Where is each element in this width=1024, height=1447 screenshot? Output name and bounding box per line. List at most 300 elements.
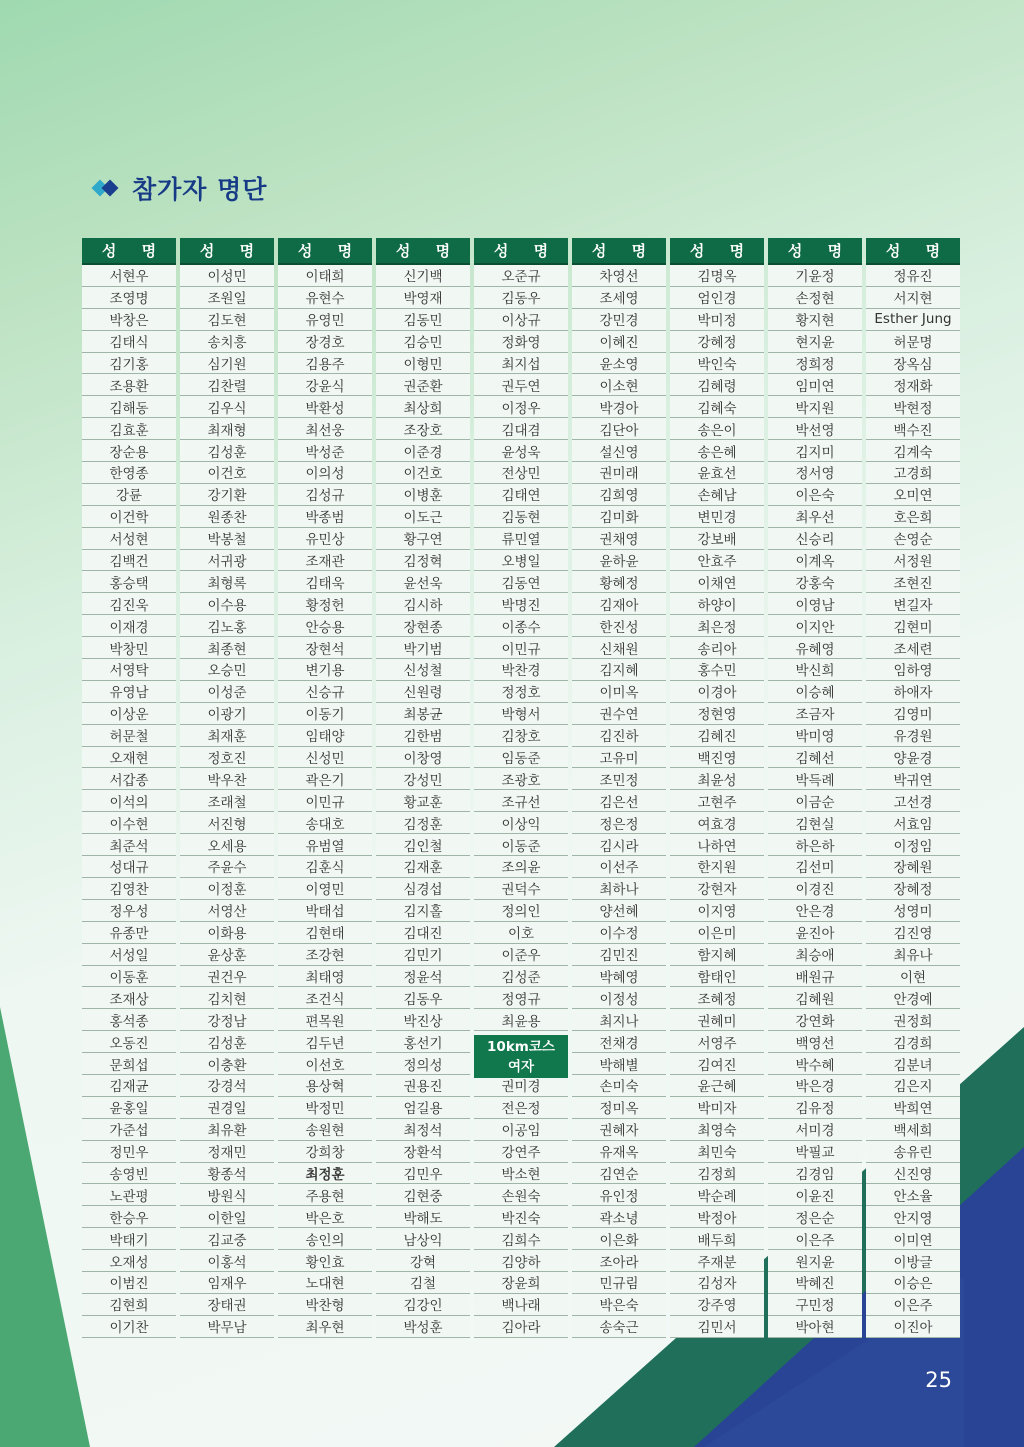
participant-name-cell: 조혜정 [670,987,764,1009]
participant-name-cell: 안승용 [278,615,372,637]
participant-name-cell: 최형록 [180,571,274,593]
participant-name-cell: 장윤희 [474,1272,568,1294]
participant-name-cell: 심경섭 [376,878,470,900]
participant-name-cell: 황인효 [278,1250,372,1272]
participant-name-cell: 조세련 [866,637,960,659]
participant-name-cell: 김민진 [572,944,666,966]
roster-column [82,238,176,1338]
participant-name-cell: 백세희 [866,1119,960,1141]
participant-name-cell: 장혜원 [866,856,960,878]
participant-name-cell: 성영미 [866,900,960,922]
participant-name-cell: 백진영 [670,747,764,769]
participant-name-cell: 홍선기 [376,1031,470,1053]
participant-name-cell: 원종찬 [180,506,274,528]
participant-name-cell: 곽은기 [278,768,372,790]
participant-name-cell: 오준규 [474,265,568,287]
participant-name-cell: 고경희 [866,462,960,484]
participant-name-cell: 유영민 [278,309,372,331]
participant-name-cell: 박미자 [670,1097,764,1119]
participant-roster-table [82,238,960,1338]
participant-name-cell: 한지원 [670,856,764,878]
participant-name-cell: 류민열 [474,528,568,550]
participant-name-cell: 김동민 [376,309,470,331]
participant-name-cell: 송치흥 [180,331,274,353]
participant-name-cell: 이태희 [278,265,372,287]
participant-name-cell: 이석의 [82,790,176,812]
participant-name-cell: 권미경 [474,1075,568,1097]
participant-name-cell: 박창민 [82,637,176,659]
participant-name-cell: 신채원 [572,637,666,659]
participant-name-cell: 권미래 [572,462,666,484]
participant-name-cell: 오세용 [180,834,274,856]
participant-name-cell: 박아현 [768,1316,862,1338]
participant-name-cell: 박태기 [82,1228,176,1250]
participant-name-cell: 김단아 [572,418,666,440]
participant-name-cell: 박형서 [474,703,568,725]
participant-name-cell: 박은경 [768,1075,862,1097]
participant-name-cell: 이동훈 [82,966,176,988]
participant-name-cell: 김백건 [82,550,176,572]
participant-name-cell: 김혜령 [670,374,764,396]
participant-name-cell: 송인의 [278,1228,372,1250]
participant-name-cell: 주윤수 [180,856,274,878]
participant-name-cell: 이한일 [180,1206,274,1228]
participant-name-cell: 김현태 [278,922,372,944]
participant-name-cell: 하양이 [670,593,764,615]
participant-name-cell: 남상익 [376,1228,470,1250]
participant-name-cell: 조재상 [82,987,176,1009]
participant-name-cell: 정의인 [474,900,568,922]
participant-name-cell: 윤근혜 [670,1075,764,1097]
participant-name-cell: 김유정 [768,1097,862,1119]
participant-name-cell: 이형민 [376,353,470,375]
participant-name-cell: 이소현 [572,374,666,396]
participant-name-cell: 이정우 [474,396,568,418]
participant-name-cell: 이상운 [82,703,176,725]
participant-name-cell: 조재관 [278,550,372,572]
participant-name-cell: 김성훈 [180,1031,274,1053]
participant-name-cell: 신원령 [376,681,470,703]
participant-name-cell: 주용현 [278,1184,372,1206]
participant-name-cell: 유혜영 [768,637,862,659]
participant-name-cell: 안효주 [670,550,764,572]
participant-name-cell: 이수현 [82,812,176,834]
participant-name-cell: 김동우 [376,987,470,1009]
participant-name-cell: 장순용 [82,440,176,462]
participant-name-cell: 송숙근 [572,1316,666,1338]
participant-name-cell: 김훈식 [278,856,372,878]
participant-name-cell: 박무남 [180,1316,274,1338]
participant-name-cell: 박미영 [768,725,862,747]
participant-name-cell: 박은호 [278,1206,372,1228]
participant-name-cell: 박성훈 [376,1316,470,1338]
participant-name-cell: 이병훈 [376,484,470,506]
participant-name-cell: 최우선 [768,506,862,528]
participant-name-cell: 구민정 [768,1294,862,1316]
participant-name-cell: 황정헌 [278,593,372,615]
participant-name-cell: 용상혁 [278,1075,372,1097]
participant-name-cell: 조금자 [768,703,862,725]
participant-name-cell: 박찬경 [474,659,568,681]
participant-name-cell: 임동준 [474,747,568,769]
participant-name-cell: 현지윤 [768,331,862,353]
participant-name-cell: 권채영 [572,528,666,550]
participant-name-cell: 서갑종 [82,768,176,790]
participant-name-cell: 이화용 [180,922,274,944]
participant-name-cell: 박우찬 [180,768,274,790]
participant-name-cell: 박창은 [82,309,176,331]
participant-name-cell: 박정민 [278,1097,372,1119]
participant-name-cell: 송은이 [670,418,764,440]
participant-name-cell: 이미연 [866,1228,960,1250]
participant-name-cell: 이민규 [278,790,372,812]
participant-name-cell: 신진영 [866,1163,960,1185]
participant-name-cell: 김명옥 [670,265,764,287]
participant-name-cell: 김창호 [474,725,568,747]
participant-name-cell: 황종석 [180,1163,274,1185]
participant-name-cell: 이진아 [866,1316,960,1338]
participant-name-cell: 김계숙 [866,440,960,462]
participant-name-cell: 박성준 [278,440,372,462]
participant-name-cell: 고선경 [866,790,960,812]
participant-name-cell: 김선미 [768,856,862,878]
participant-name-cell: 최재훈 [180,725,274,747]
participant-name-cell: 김민우 [376,1163,470,1185]
participant-name-cell: 황구연 [376,528,470,550]
participant-name-cell: 신성철 [376,659,470,681]
participant-name-cell: 홍승택 [82,571,176,593]
participant-name-cell: 박태섭 [278,900,372,922]
participant-name-cell: 유인정 [572,1184,666,1206]
participant-name-cell: 권수연 [572,703,666,725]
participant-name-cell: 김미화 [572,506,666,528]
participant-name-cell: 정우성 [82,900,176,922]
participant-name-cell: 성대규 [82,856,176,878]
course-gender-label: 여자 [507,1058,535,1075]
participant-name-cell: 김현실 [768,812,862,834]
participant-name-cell: 전채경 [572,1031,666,1053]
participant-name-cell: 백수진 [866,418,960,440]
participant-name-cell: 김재균 [82,1075,176,1097]
participant-name-cell: 신성민 [278,747,372,769]
participant-name-cell: 심기원 [180,353,274,375]
participant-name-cell: 권용진 [376,1075,470,1097]
participant-name-cell: 김진하 [572,725,666,747]
participant-name-cell: 김양하 [474,1250,568,1272]
participant-name-cell: 정서영 [768,462,862,484]
participant-name-cell: 백나래 [474,1294,568,1316]
participant-name-cell: 조민정 [572,768,666,790]
participant-name-cell: 강현자 [670,878,764,900]
participant-name-cell: 최상희 [376,396,470,418]
participant-name-cell: 유범열 [278,834,372,856]
participant-name-cell: 박은숙 [572,1294,666,1316]
participant-name-cell: 정재화 [866,374,960,396]
participant-name-cell: 박정아 [670,1206,764,1228]
participant-name-cell: 강혜정 [670,331,764,353]
column-header: 성 명 [180,238,274,265]
participant-name-cell: 이미옥 [572,681,666,703]
participant-name-cell: 정은순 [768,1206,862,1228]
participant-name-cell: 주재분 [670,1250,764,1272]
participant-name-cell: 오승민 [180,659,274,681]
participant-name-cell: 이경진 [768,878,862,900]
participant-name-cell: 강경석 [180,1075,274,1097]
participant-name-cell: 김성준 [474,966,568,988]
participant-name-cell: 이동기 [278,703,372,725]
participant-name-cell: 김대겸 [474,418,568,440]
participant-name-cell: 김영미 [866,703,960,725]
participant-name-cell: 박진상 [376,1009,470,1031]
participant-name-cell: 이범진 [82,1272,176,1294]
participant-name-cell: 윤소영 [572,353,666,375]
participant-name-cell: 유현수 [278,287,372,309]
participant-name-cell: 정미옥 [572,1097,666,1119]
participant-name-cell: 김태연 [474,484,568,506]
participant-name-cell: 장환석 [376,1141,470,1163]
participant-name-cell: 임미연 [768,374,862,396]
participant-name-cell: 김태식 [82,331,176,353]
participant-name-cell: 이수용 [180,593,274,615]
participant-name-cell: 박해별 [572,1053,666,1075]
participant-name-cell: 함지혜 [670,944,764,966]
participant-name-cell: 조의윤 [474,856,568,878]
participant-name-cell: 엄인경 [670,287,764,309]
participant-name-cell: 강연화 [768,1009,862,1031]
participant-name-cell: 김인철 [376,834,470,856]
participant-name-cell: 이창영 [376,747,470,769]
participant-name-cell: 임재우 [180,1272,274,1294]
participant-name-cell: 이혜진 [572,331,666,353]
participant-name-cell: 유재옥 [572,1141,666,1163]
participant-name-cell: 김지혜 [572,659,666,681]
participant-name-cell: 이기찬 [82,1316,176,1338]
participant-name-cell: 황혜정 [572,571,666,593]
participant-name-cell: 김기홍 [82,353,176,375]
participant-name-cell: 최유환 [180,1119,274,1141]
participant-name-cell: 강주영 [670,1294,764,1316]
participant-name-cell: 김혜선 [768,747,862,769]
participant-name-cell: 엄길용 [376,1097,470,1119]
course-divider-label [474,1035,568,1078]
page-title: 참가자 명단 [132,175,268,204]
participant-name-cell: 박혜진 [768,1272,862,1294]
participant-name-cell: 김지홀 [376,900,470,922]
participant-name-cell: 이정훈 [180,878,274,900]
participant-name-cell: 배원규 [768,966,862,988]
participant-name-cell: 안경예 [866,987,960,1009]
participant-name-cell: 김혜진 [670,725,764,747]
participant-name-cell: 유종만 [82,922,176,944]
participant-name-cell: 송영빈 [82,1163,176,1185]
participant-name-cell: 호은희 [866,506,960,528]
participant-name-cell: 김분녀 [866,1053,960,1075]
participant-name-cell: 박득례 [768,768,862,790]
participant-name-cell: 설신영 [572,440,666,462]
participant-name-cell: 김승민 [376,331,470,353]
participant-name-cell: 김강인 [376,1294,470,1316]
participant-name-cell: 김민서 [670,1316,764,1338]
participant-name-cell: 권정희 [866,1009,960,1031]
participant-name-cell: 유영남 [82,681,176,703]
participant-name-cell: 허문철 [82,725,176,747]
roster-column [768,238,862,1338]
participant-name-cell: 곽소녕 [572,1206,666,1228]
participant-name-cell: 권혜자 [572,1119,666,1141]
page-number: 25 [925,1368,952,1392]
participant-name-cell: 한승우 [82,1206,176,1228]
roster-column [866,238,960,1338]
participant-name-cell: 윤효선 [670,462,764,484]
participant-name-cell: 최태영 [278,966,372,988]
participant-name-cell: 강홍숙 [768,571,862,593]
participant-name-cell: 홍석종 [82,1009,176,1031]
participant-name-cell: 이지안 [768,615,862,637]
participant-name-cell: 신승규 [278,681,372,703]
participant-name-cell: 신승리 [768,528,862,550]
participant-name-cell: 김성훈 [180,440,274,462]
participant-name-cell: 이영민 [278,878,372,900]
participant-name-cell: 배두희 [670,1228,764,1250]
participant-name-cell: 정정호 [474,681,568,703]
participant-name-cell: 김희수 [474,1228,568,1250]
participant-name-cell: 최승애 [768,944,862,966]
participant-name-cell: 김현희 [82,1294,176,1316]
participant-name-cell: 김시라 [572,834,666,856]
participant-name-cell: 이민규 [474,637,568,659]
participant-name-cell: 여효경 [670,812,764,834]
participant-name-cell: 장현석 [278,637,372,659]
participant-name-cell: 장현종 [376,615,470,637]
column-header: 성 명 [572,238,666,265]
participant-name-cell: 최지섭 [474,353,568,375]
participant-name-cell: 정민우 [82,1141,176,1163]
participant-name-cell: 원지윤 [768,1250,862,1272]
participant-name-cell: 박명진 [474,593,568,615]
participant-name-cell: 장경호 [278,331,372,353]
participant-name-cell: Esther Jung [866,309,960,331]
participant-name-cell: 서영산 [180,900,274,922]
participant-name-cell: 강민경 [572,309,666,331]
participant-name-cell: 김아라 [474,1316,568,1338]
participant-name-cell: 박봉철 [180,528,274,550]
participant-name-cell: 황교훈 [376,790,470,812]
participant-name-cell: 김민기 [376,944,470,966]
participant-name-cell: 김희영 [572,484,666,506]
participant-name-cell: 박인숙 [670,353,764,375]
roster-column [572,238,666,1338]
participant-name-cell: 송대호 [278,812,372,834]
participant-name-cell: 정의성 [376,1053,470,1075]
participant-name-cell: 정은정 [572,812,666,834]
column-header: 성 명 [768,238,862,265]
participant-name-cell: 안지영 [866,1206,960,1228]
participant-name-cell: 이정성 [572,987,666,1009]
participant-name-cell: 김효훈 [82,418,176,440]
participant-name-cell: 장태권 [180,1294,274,1316]
participant-name-cell: 이승혜 [768,681,862,703]
participant-name-cell: 조래철 [180,790,274,812]
participant-name-cell: 서지현 [866,287,960,309]
participant-name-cell: 김정희 [670,1163,764,1185]
roster-column [670,238,764,1338]
participant-name-cell: 김도현 [180,309,274,331]
participant-name-cell: 이현 [866,966,960,988]
participant-name-cell: 김용주 [278,353,372,375]
participant-name-cell: 노관평 [82,1184,176,1206]
course-label: 10km코스 [487,1038,555,1055]
participant-name-cell: 박경아 [572,396,666,418]
participant-name-cell: 김지미 [768,440,862,462]
participant-name-cell: 이윤진 [768,1184,862,1206]
participant-name-cell: 이영남 [768,593,862,615]
participant-name-cell: 서성일 [82,944,176,966]
participant-name-cell: 박선영 [768,418,862,440]
participant-name-cell: 조세영 [572,287,666,309]
participant-name-cell: 김은선 [572,790,666,812]
participant-name-cell: 손원숙 [474,1184,568,1206]
participant-name-cell: 손혜남 [670,484,764,506]
roster-column [474,238,568,1338]
diamond-bullet-icon [94,179,122,197]
participant-name-cell: 이상익 [474,812,568,834]
column-header: 성 명 [866,238,960,265]
participant-name-cell: 백영선 [768,1031,862,1053]
participant-name-cell: 하애자 [866,681,960,703]
participant-name-cell: 하은하 [768,834,862,856]
participant-name-cell: 김영찬 [82,878,176,900]
participant-name-cell: 박진숙 [474,1206,568,1228]
participant-name-cell: 기윤정 [768,265,862,287]
participant-name-cell: 이선호 [278,1053,372,1075]
participant-name-cell: 권경일 [180,1097,274,1119]
participant-name-cell: 서미경 [768,1119,862,1141]
participant-name-cell: 서정원 [866,550,960,572]
participant-name-cell: 정유진 [866,265,960,287]
participant-name-cell: 김대진 [376,922,470,944]
participant-name-cell: 이지영 [670,900,764,922]
participant-name-cell: 김한범 [376,725,470,747]
participant-name-cell: 장혜정 [866,878,960,900]
participant-name-cell: 오미연 [866,484,960,506]
participant-name-cell: 한영종 [82,462,176,484]
participant-name-cell: 김치현 [180,987,274,1009]
participant-name-cell: 김혜원 [768,987,862,1009]
participant-name-cell: 박혜영 [572,966,666,988]
participant-name-cell: 이종수 [474,615,568,637]
participant-name-cell: 이은주 [768,1228,862,1250]
participant-name-cell: 강연주 [474,1141,568,1163]
participant-name-cell: 이준우 [474,944,568,966]
participant-name-cell: 김시하 [376,593,470,615]
participant-name-cell: 최준석 [82,834,176,856]
participant-name-cell: 송원현 [278,1119,372,1141]
participant-name-cell: 최하나 [572,878,666,900]
participant-name-cell: 최지나 [572,1009,666,1031]
participant-name-cell: 이광기 [180,703,274,725]
column-header: 성 명 [670,238,764,265]
participant-name-cell: 오병일 [474,550,568,572]
participant-name-cell: 양선혜 [572,900,666,922]
participant-name-cell: 김진영 [866,922,960,944]
participant-name-cell: 유경원 [866,725,960,747]
participant-name-cell: 변민경 [670,506,764,528]
participant-name-cell: 박기범 [376,637,470,659]
column-header: 성 명 [474,238,568,265]
participant-name-cell: 고유미 [572,747,666,769]
participant-name-cell: 조규선 [474,790,568,812]
participant-name-cell: 최정석 [376,1119,470,1141]
